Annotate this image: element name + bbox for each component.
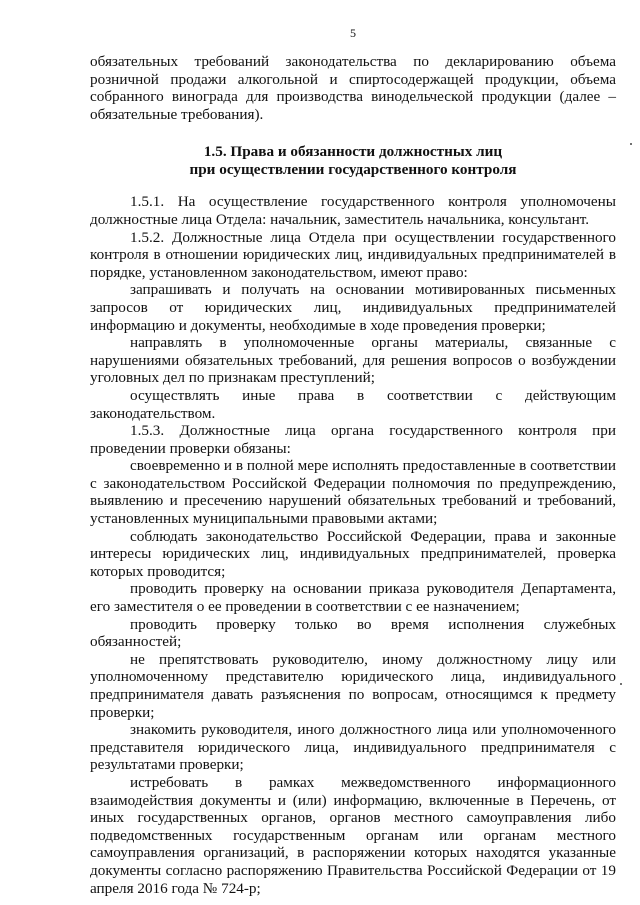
paragraph: направлять в уполномоченные органы материалы, связанные с нарушениями обязательных требований, для решения вопросов о возбуждении уголовных дел по признакам преступлений; xyxy=(90,334,616,387)
scan-speck xyxy=(620,683,622,685)
section-heading xyxy=(90,143,616,179)
paragraph: запрашивать и получать на основании мотивированных письменных запросов от юридических лиц, индивидуальных предпринимателей информацию и документы, необходимые в ходе проведения проверки; xyxy=(90,281,616,334)
paragraph: проводить проверку только во время исполнения служебных обязанностей; xyxy=(90,615,616,651)
paragraph: осуществлять иные права в соответствии с действующим законодательством. xyxy=(90,386,616,422)
page-number: 5 xyxy=(350,26,356,40)
intro-block xyxy=(90,53,616,123)
paragraph: знакомить руководителя, иного должностного лица или уполномоченного представителя юридического лица, индивидуального предпринимателя с результатами проверки; xyxy=(90,721,616,774)
paragraph: истребовать в рамках межведомственного информационного взаимодействия документы и (или) информацию, включенные в Перечень, от иных государственных органов, органов местного самоуправления либо подведомственных государственным органам или органам местного самоуправления организаций, в распоряжении которых находятся указанные документы согласно распоряжению Правительства Российской Федерации от 19 апреля 2016 года № 724-р; xyxy=(90,773,616,897)
paragraph: своевременно и в полной мере исполнять предоставленные в соответствии с законодательством Российской Федерации полномочия по предупреждению, выявлению и пресечению нарушений обязательных требований и требований, установленных муниципальными правовыми актами; xyxy=(90,457,616,528)
scan-speck xyxy=(630,143,632,145)
paragraph: не препятствовать руководителю, иному должностному лицу или уполномоченному представителю юридического лица, индивидуального предпринимателя давать разъяснения по вопросам, относящимся к предмету проверки; xyxy=(90,650,616,721)
paragraph: 1.5.3. Должностные лица органа государственного контроля при проведении проверки обязаны: xyxy=(90,422,616,457)
paragraph: соблюдать законодательство Российской Федерации, права и законные интересы юридических лиц, индивидуальных предпринимателей, проверка которых проводится; xyxy=(90,527,616,580)
paragraph: 1.5.1. На осуществление государственного контроля уполномочены должностные лица Отдела: начальник, заместитель начальника, консультант. xyxy=(90,193,616,228)
section-heading-line-1: 1.5. Права и обязанности должностных лиц xyxy=(203,143,503,161)
section-body xyxy=(90,193,616,897)
paragraph: проводить проверку на основании приказа руководителя Департамента, его заместителя о ее проведении в соответствии с ее назначением; xyxy=(90,580,616,616)
paragraph: 1.5.2. Должностные лица Отдела при осуществлении государственного контроля в отношении юридических лиц, индивидуальных предпринимателей в порядке, установленном законодательством, имеют право: xyxy=(90,228,616,281)
intro-paragraph: обязательных требований законодательства по декларированию объема розничной продажи алкогольной и спиртосодержащей продукции, объема собранного винограда для производства винодельческой продукции (далее – обязательные требования). xyxy=(90,53,616,123)
section-heading-line-2: при осуществлении государственного контроля xyxy=(189,161,517,179)
